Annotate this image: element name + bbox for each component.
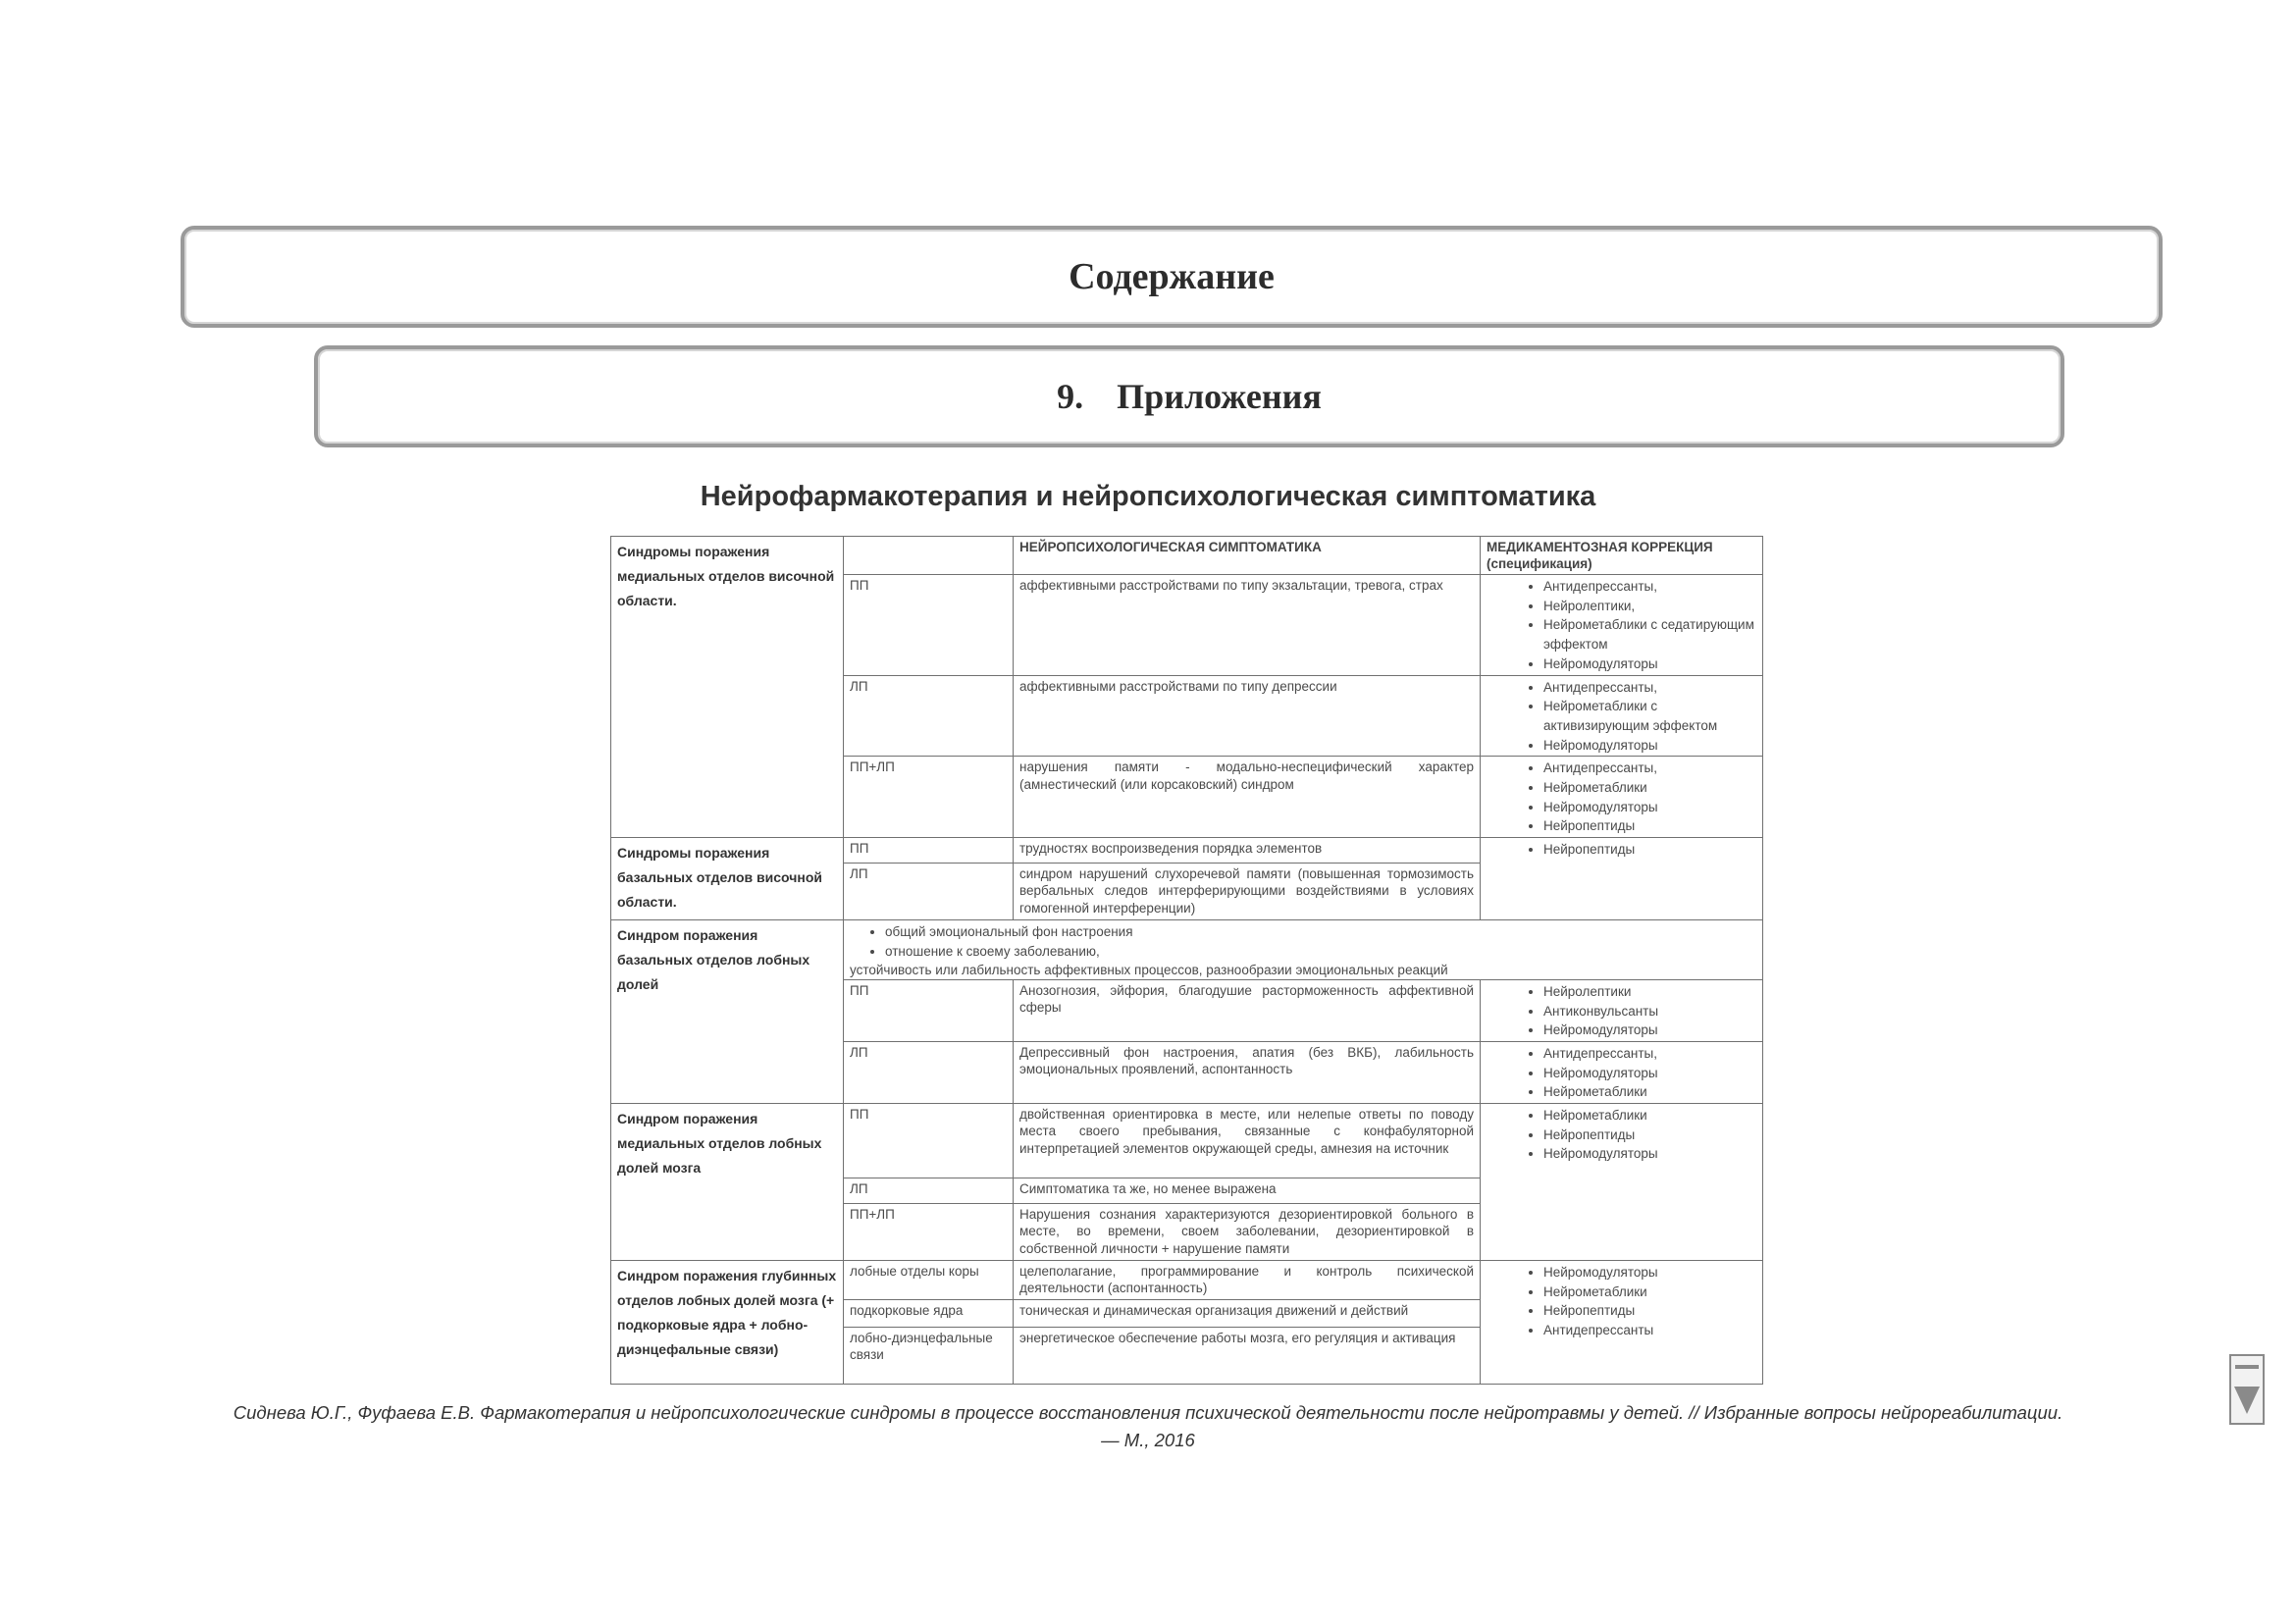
side-cell: подкорковые ядра (844, 1300, 1014, 1328)
drug-item: • Нейрометаблики с седатирующим эффектом (1543, 615, 1756, 654)
drug-cell (1481, 1041, 1763, 1103)
symptom-cell: Симптоматика та же, но менее выражена (1014, 1178, 1481, 1204)
arrow-bar (2235, 1365, 2259, 1369)
side-cell: ПП (844, 979, 1014, 1041)
symptom-cell: целеполагание, программирование и контроль психической деятельности (аспонтанность) (1014, 1261, 1481, 1300)
drug-item: • Нейрометаблики (1543, 1283, 1756, 1302)
symptom-cell: нарушения памяти - модально-неспецифический характер (амнестический (или корсаковский) синдром (1014, 757, 1481, 838)
drug-cell (1481, 675, 1763, 757)
syndrome-cell: Синдром поражения глубинных отделов лобных долей мозга (+ подкорковые ядра + лобно-диэнцефальные связи) (611, 1261, 844, 1385)
symptom-cell: энергетическое обеспечение работы мозга, его регуляция и активация (1014, 1328, 1481, 1385)
syndrome-cell: Синдромы поражения медиальных отделов височной области. (611, 537, 844, 838)
side-cell: ПП (844, 838, 1014, 864)
drug-item: • Нейромодуляторы (1543, 1064, 1756, 1083)
citation-line-2: — М., 2016 (1101, 1429, 1195, 1450)
side-cell-empty (844, 537, 1014, 575)
side-cell: лобно-диэнцефальные связи (844, 1328, 1014, 1385)
neuropharmacotherapy-table (610, 536, 1763, 1385)
syndrome-cell: Синдром поражения медиальных отделов лобных долей мозга (611, 1104, 844, 1261)
symptom-cell: Нарушения сознания характеризуются дезориентировкой больного в месте, во времени, своем заболевании, дезориентировкой в собственной личности + нарушение памяти (1014, 1204, 1481, 1261)
drug-cell (1481, 838, 1763, 920)
side-cell: ПП (844, 575, 1014, 676)
general-tail: устойчивость или лабильность аффективных процессов, разнообразии эмоциональных реакций (850, 962, 1448, 977)
header-symptoms: НЕЙРОПСИХОЛОГИЧЕСКАЯ СИМПТОМАТИКА (1014, 537, 1481, 575)
drug-item: • Нейромодуляторы (1543, 1144, 1756, 1164)
drug-cell (1481, 757, 1763, 838)
symptom-cell: Депрессивный фон настроения, апатия (без ВКБ), лабильность эмоциональных проявлений, аспонтанность (1014, 1041, 1481, 1103)
section-number: 9. (1057, 377, 1084, 416)
drug-item: • Нейропептиды (1543, 1301, 1756, 1321)
drug-item: • Нейромодуляторы (1543, 1021, 1756, 1040)
symptom-cell: синдром нарушений слухоречевой памяти (повышенная тормозимость вербальных следов интерферирующими воздействиями в условиях гомогенной интерференции) (1014, 864, 1481, 920)
side-cell: ПП+ЛП (844, 757, 1014, 838)
drug-item: • Антидепрессанты (1543, 1321, 1756, 1340)
drug-cell (1481, 979, 1763, 1041)
drug-item: • Антидепрессанты, (1543, 678, 1756, 698)
symptom-cell: трудностях воспроизведения порядка элементов (1014, 838, 1481, 864)
side-cell: ЛП (844, 1178, 1014, 1204)
symptom-cell: Анозогнозия, эйфория, благодушие расторможенность аффективной сферы (1014, 979, 1481, 1041)
general-item: • отношение к своему заболеванию, (885, 942, 1756, 962)
syndrome-cell: Синдромы поражения базальных отделов височной области. (611, 838, 844, 920)
citation-line-1: Сиднева Ю.Г., Фуфаева Е.В. Фармакотерапия и нейропсихологические синдромы в процессе восстановления психической деятельности после нейротравмы у детей. // Избранные вопросы нейрореабилитации. (233, 1402, 2063, 1423)
drug-item: • Нейролептики (1543, 982, 1756, 1002)
side-cell: лобные отделы коры (844, 1261, 1014, 1300)
contents-header-frame (181, 226, 2163, 328)
section-title: Приложения (1117, 377, 1322, 416)
symptom-cell: аффективными расстройствами по типу депрессии (1014, 675, 1481, 757)
header-correction: МЕДИКАМЕНТОЗНАЯ КОРРЕКЦИЯ (спецификация) (1481, 537, 1763, 575)
syndrome-cell: Синдром поражения базальных отделов лобных долей (611, 920, 844, 1104)
drug-item: • Нейропептиды (1543, 1126, 1756, 1145)
drug-cell (1481, 1261, 1763, 1385)
drug-item: • Нейромодуляторы (1543, 654, 1756, 674)
drug-item: • Антидепрессанты, (1543, 759, 1756, 778)
side-cell: ПП+ЛП (844, 1204, 1014, 1261)
table-row (611, 1261, 1763, 1300)
symptom-cell: тоническая и динамическая организация движений и действий (1014, 1300, 1481, 1328)
drug-cell (1481, 1104, 1763, 1261)
drug-item: • Нейромодуляторы (1543, 798, 1756, 817)
drug-cell (1481, 575, 1763, 676)
drug-item: • Нейрометаблики с активизирующим эффектом (1543, 697, 1756, 735)
drug-item: • Антидепрессанты, (1543, 1044, 1756, 1064)
drug-item: • Нейропептиды (1543, 816, 1756, 836)
contents-title: Содержание (1069, 256, 1275, 297)
drug-item: • Нейропептиды (1543, 840, 1756, 860)
symptom-cell: аффективными расстройствами по типу экзальтации, тревога, страх (1014, 575, 1481, 676)
table-row (611, 838, 1763, 864)
general-symptoms-cell (844, 920, 1763, 980)
drug-item: • Нейромодуляторы (1543, 736, 1756, 756)
table-row (611, 537, 1763, 575)
arrow-triangle (2234, 1387, 2260, 1414)
citation (29, 1399, 2267, 1454)
drug-item: • Нейролептики, (1543, 597, 1756, 616)
scroll-down-arrow-icon[interactable] (2229, 1354, 2265, 1425)
drug-item: • Нейрометаблики (1543, 1082, 1756, 1102)
side-cell: ЛП (844, 1041, 1014, 1103)
section-header-frame (314, 345, 2064, 447)
drug-item: • Антидепрессанты, (1543, 577, 1756, 597)
side-cell: ЛП (844, 864, 1014, 920)
table-row (611, 920, 1763, 980)
drug-item: • Нейрометаблики (1543, 778, 1756, 798)
table-row (611, 1104, 1763, 1178)
side-cell: ПП (844, 1104, 1014, 1178)
document-title: Нейрофармакотерапия и нейропсихологическая симптоматика (700, 481, 1596, 512)
symptom-cell: двойственная ориентировка в месте, или нелепые ответы по поводу места своего пребывания, связанные с конфабуляторной интерпретацией элементов окружающей среды, амнезия на источник (1014, 1104, 1481, 1178)
side-cell: ЛП (844, 675, 1014, 757)
drug-item: • Антиконвульсанты (1543, 1002, 1756, 1021)
drug-item: • Нейрометаблики (1543, 1106, 1756, 1126)
general-item: • общий эмоциональный фон настроения (885, 922, 1756, 942)
drug-item: • Нейромодуляторы (1543, 1263, 1756, 1283)
